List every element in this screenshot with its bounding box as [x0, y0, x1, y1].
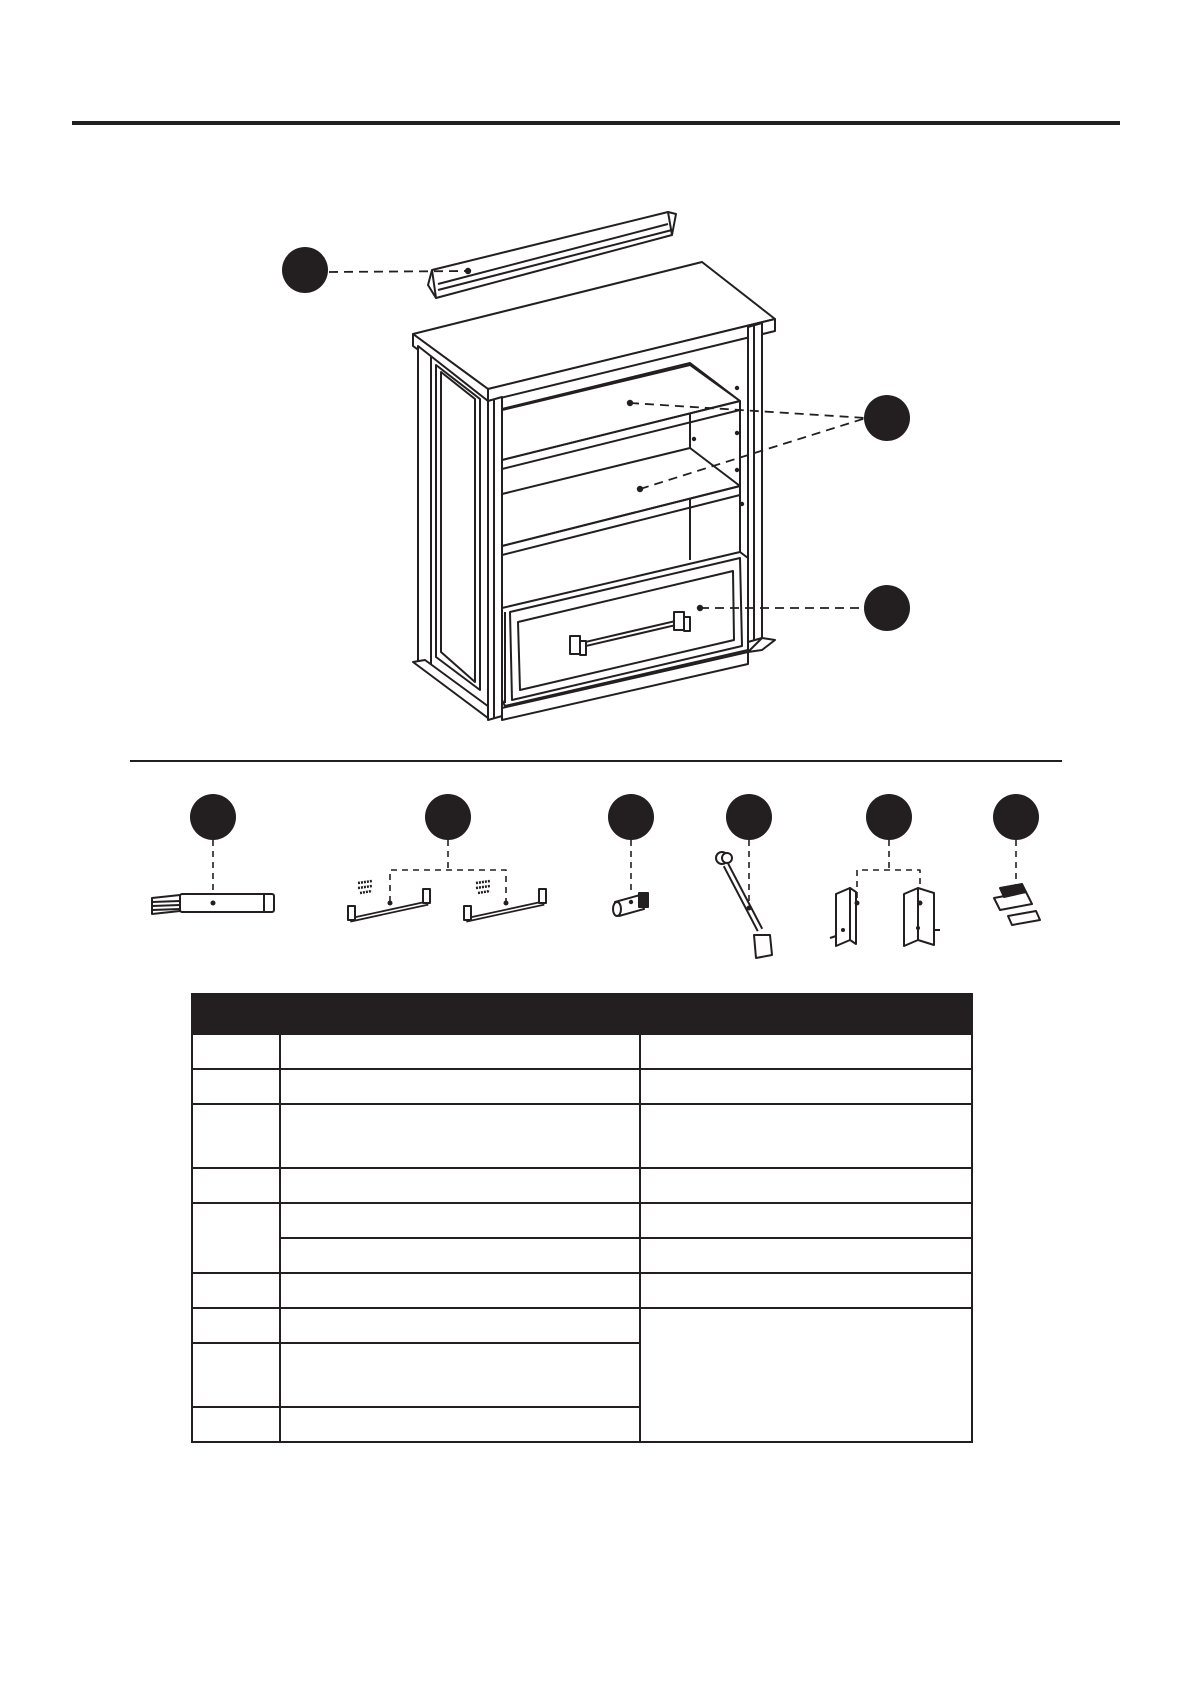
table-row	[192, 1168, 972, 1203]
parts-list-table	[191, 993, 973, 1443]
table-cell	[640, 1308, 972, 1442]
hinge-bracket-icon	[830, 888, 940, 946]
table-cell	[280, 1168, 640, 1203]
table-cell	[640, 1104, 972, 1168]
table-row	[192, 1069, 972, 1104]
table-cell	[640, 1168, 972, 1203]
table-cell	[280, 1407, 640, 1442]
table-cell	[192, 1168, 280, 1203]
header-cell-description	[280, 994, 640, 1034]
table-cell	[280, 1104, 640, 1168]
cam-bolt-icon	[613, 893, 648, 916]
table-header-row	[192, 994, 972, 1034]
table-cell	[280, 1069, 640, 1104]
table-cell	[192, 1407, 280, 1442]
table-cell	[192, 1104, 280, 1168]
table-cell	[280, 1273, 640, 1308]
table-row	[192, 1238, 972, 1273]
table-cell	[640, 1273, 972, 1308]
table-cell	[280, 1343, 640, 1407]
table-cell	[280, 1203, 640, 1238]
table-cell	[192, 1203, 280, 1273]
table-cell	[640, 1238, 972, 1273]
table-row	[192, 1308, 972, 1343]
table-cell	[280, 1308, 640, 1343]
table-row	[192, 1034, 972, 1069]
table-cell	[192, 1273, 280, 1308]
table-cell	[640, 1069, 972, 1104]
table-row	[192, 1104, 972, 1168]
header-cell-quantity	[640, 994, 972, 1034]
table-cell	[640, 1034, 972, 1069]
table-cell	[192, 1034, 280, 1069]
table-cell	[192, 1069, 280, 1104]
header-cell-no	[192, 994, 280, 1034]
magnetic-catch-icon	[994, 884, 1040, 925]
dowel-icon	[152, 894, 274, 914]
table-cell	[280, 1034, 640, 1069]
table-row	[192, 1203, 972, 1238]
gas-strut-icon	[716, 852, 772, 958]
handle-icon	[348, 881, 546, 920]
table-row	[192, 1273, 972, 1308]
table-cell	[192, 1308, 280, 1343]
table-cell	[640, 1203, 972, 1238]
table-cell	[280, 1238, 640, 1273]
table-cell	[192, 1343, 280, 1407]
